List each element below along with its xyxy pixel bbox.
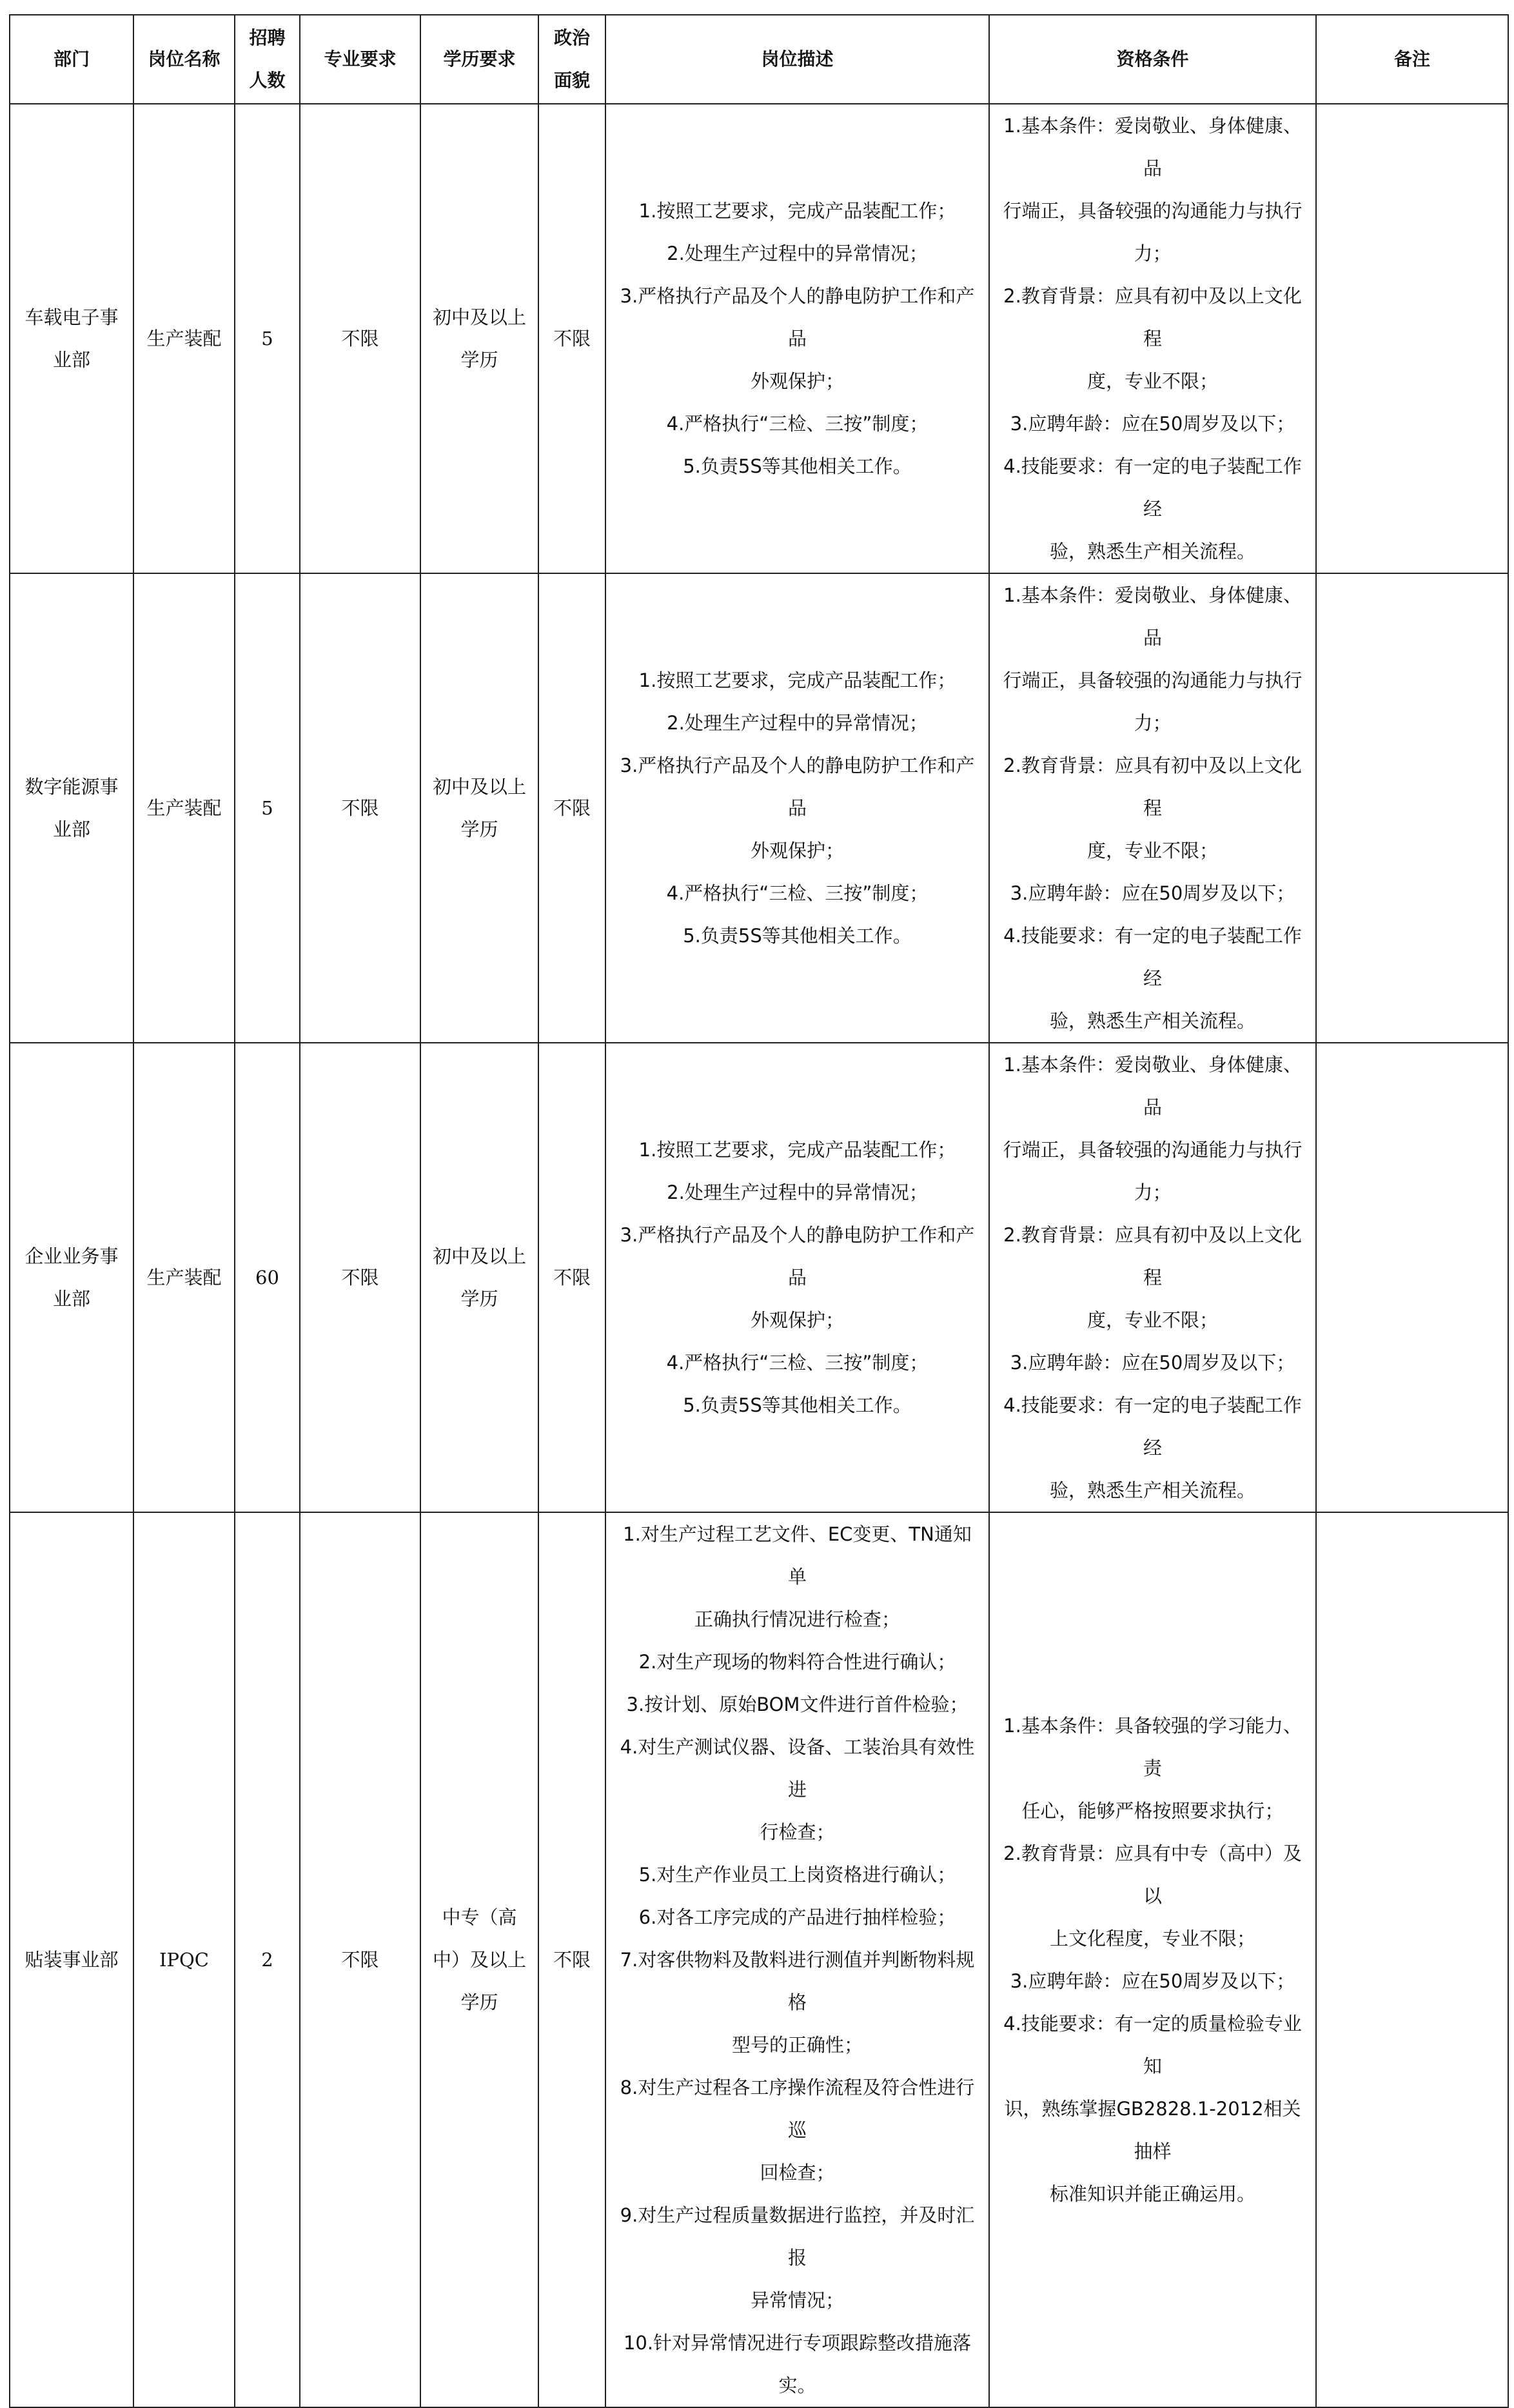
politics-cell: 不限 xyxy=(538,104,605,573)
count-cell: 5 xyxy=(235,104,300,573)
description-cell-line: 4.严格执行“三检、三按”制度； xyxy=(666,413,929,435)
education-cell-line: 学历 xyxy=(460,818,498,840)
qualification-cell-line: 4.技能要求：有一定的质量检验专业知 xyxy=(1003,2013,1302,2077)
description-cell-line: 回检查； xyxy=(760,2162,835,2184)
description-cell-line: 1.按照工艺要求，完成产品装配工作； xyxy=(638,669,956,691)
position-cell: IPQC xyxy=(133,1512,235,2407)
description-cell-line: 5.负责5S等其他相关工作。 xyxy=(683,925,912,947)
header-count-line1: 招聘 xyxy=(249,27,286,48)
qualification-cell-line: 1.基本条件：爱岗敬业、身体健康、品 xyxy=(1003,115,1302,179)
dept-cell-line: 车载电子事 xyxy=(25,306,119,328)
politics-cell: 不限 xyxy=(538,1043,605,1512)
qualification-cell-line: 力； xyxy=(1134,1181,1172,1203)
description-cell-line: 外观保护； xyxy=(750,840,844,862)
education-cell xyxy=(420,104,538,573)
qualification-cell-line: 验，熟悉生产相关流程。 xyxy=(1049,1479,1255,1501)
count-cell: 60 xyxy=(235,1043,300,1512)
description-cell-line: 2.处理生产过程中的异常情况； xyxy=(667,242,928,264)
description-cell xyxy=(605,573,989,1043)
qualification-cell-line: 行端正，具备较强的沟通能力与执行 xyxy=(1003,200,1303,222)
description-cell-line: 5.负责5S等其他相关工作。 xyxy=(683,455,912,477)
description-cell-line: 7.对客供物料及散料进行测值并判断物料规格 xyxy=(620,1949,975,2013)
qualification-cell-line: 力； xyxy=(1134,242,1172,264)
education-cell-line: 初中及以上 xyxy=(432,306,526,328)
description-cell xyxy=(605,1512,989,2407)
education-cell-line: 学历 xyxy=(460,1991,498,2013)
qualification-cell-line: 力； xyxy=(1134,712,1172,734)
count-cell: 5 xyxy=(235,573,300,1043)
qualification-cell-line: 验，熟悉生产相关流程。 xyxy=(1049,1010,1255,1032)
position-cell: 生产装配 xyxy=(133,573,235,1043)
table-row xyxy=(10,1512,1508,2407)
description-cell-line: 5.对生产作业员工上岗资格进行确认； xyxy=(638,1864,956,1886)
education-cell-line: 初中及以上 xyxy=(432,1245,526,1267)
education-cell xyxy=(420,573,538,1043)
qualification-cell xyxy=(989,104,1316,573)
qualification-cell-line: 3.应聘年龄：应在50周岁及以下； xyxy=(1010,1970,1295,1992)
description-cell-line: 正确执行情况进行检查； xyxy=(694,1608,900,1630)
dept-cell-line: 业部 xyxy=(52,818,90,840)
education-cell-line: 初中及以上 xyxy=(432,776,526,798)
major-cell: 不限 xyxy=(300,1043,420,1512)
major-cell: 不限 xyxy=(300,1512,420,2407)
description-cell-line: 9.对生产过程质量数据进行监控，并及时汇报 xyxy=(620,2204,975,2269)
qualification-cell-line: 3.应聘年龄：应在50周岁及以下； xyxy=(1010,413,1295,435)
description-cell-line: 2.处理生产过程中的异常情况； xyxy=(667,712,928,734)
qualification-cell-line: 度，专业不限； xyxy=(1086,1309,1218,1331)
qualification-cell-line: 2.教育背景：应具有初中及以上文化程 xyxy=(1003,285,1302,350)
dept-cell-line: 业部 xyxy=(52,349,90,371)
qualification-cell-line: 2.教育背景：应具有初中及以上文化程 xyxy=(1003,1224,1302,1288)
qualification-cell-line: 1.基本条件：爱岗敬业、身体健康、品 xyxy=(1003,1054,1302,1118)
header-remarks: 备注 xyxy=(1316,15,1508,104)
description-cell-line: 1.按照工艺要求，完成产品装配工作； xyxy=(638,1139,956,1161)
table-row xyxy=(10,573,1508,1043)
table-row xyxy=(10,1043,1508,1512)
qualification-cell xyxy=(989,1043,1316,1512)
dept-cell xyxy=(10,1512,133,2407)
description-cell-line: 异常情况； xyxy=(750,2289,844,2311)
qualification-cell-line: 1.基本条件：爱岗敬业、身体健康、品 xyxy=(1003,584,1302,649)
politics-cell: 不限 xyxy=(538,573,605,1043)
header-description: 岗位描述 xyxy=(605,15,989,104)
education-cell xyxy=(420,1043,538,1512)
qualification-cell-line: 标准知识并能正确运用。 xyxy=(1049,2183,1255,2205)
remarks-cell xyxy=(1316,1512,1508,2407)
dept-cell xyxy=(10,104,133,573)
major-cell: 不限 xyxy=(300,104,420,573)
header-politics-line1: 政治 xyxy=(553,27,590,48)
remarks-cell xyxy=(1316,573,1508,1043)
table-body xyxy=(10,104,1508,2407)
position-cell: 生产装配 xyxy=(133,1043,235,1512)
major-cell: 不限 xyxy=(300,573,420,1043)
dept-cell xyxy=(10,1043,133,1512)
education-cell xyxy=(420,1512,538,2407)
description-cell-line: 1.对生产过程工艺文件、EC变更、TN通知单 xyxy=(623,1523,972,1588)
header-dept: 部门 xyxy=(10,15,133,104)
qualification-cell xyxy=(989,1512,1316,2407)
qualification-cell xyxy=(989,573,1316,1043)
qualification-cell-line: 3.应聘年龄：应在50周岁及以下； xyxy=(1010,882,1295,904)
politics-cell: 不限 xyxy=(538,1512,605,2407)
qualification-cell-line: 识，熟练掌握GB2828.1-2012相关抽样 xyxy=(1004,2098,1301,2162)
qualification-cell-line: 任心，能够严格按照要求执行； xyxy=(1021,1800,1284,1822)
header-politics xyxy=(538,15,605,104)
remarks-cell xyxy=(1316,1043,1508,1512)
qualification-cell-line: 上文化程度，专业不限； xyxy=(1049,1928,1255,1949)
qualification-cell-line: 1.基本条件：具备较强的学习能力、责 xyxy=(1003,1715,1302,1779)
description-cell-line: 4.对生产测试仪器、设备、工装治具有效性进 xyxy=(620,1736,975,1801)
header-row xyxy=(10,15,1508,104)
position-cell: 生产装配 xyxy=(133,104,235,573)
recruitment-table xyxy=(9,14,1509,2408)
education-cell-line: 学历 xyxy=(460,1288,498,1310)
description-cell-line: 2.处理生产过程中的异常情况； xyxy=(667,1181,928,1203)
dept-cell xyxy=(10,573,133,1043)
description-cell xyxy=(605,104,989,573)
qualification-cell-line: 4.技能要求：有一定的电子装配工作经 xyxy=(1003,455,1302,520)
description-cell-line: 5.负责5S等其他相关工作。 xyxy=(683,1394,912,1416)
qualification-cell-line: 2.教育背景：应具有中专（高中）及以 xyxy=(1003,1842,1302,1907)
description-cell xyxy=(605,1043,989,1512)
education-cell-line: 中专（高 xyxy=(442,1906,517,1928)
qualification-cell-line: 行端正，具备较强的沟通能力与执行 xyxy=(1003,669,1303,691)
qualification-cell-line: 2.教育背景：应具有初中及以上文化程 xyxy=(1003,755,1302,819)
table-row xyxy=(10,104,1508,573)
description-cell-line: 外观保护； xyxy=(750,1309,844,1331)
qualification-cell-line: 4.技能要求：有一定的电子装配工作经 xyxy=(1003,925,1302,989)
header-position: 岗位名称 xyxy=(133,15,235,104)
description-cell-line: 6.对各工序完成的产品进行抽样检验； xyxy=(638,1906,956,1928)
header-politics-line2: 面貌 xyxy=(553,70,590,91)
qualification-cell-line: 3.应聘年龄：应在50周岁及以下； xyxy=(1010,1352,1295,1374)
qualification-cell-line: 4.技能要求：有一定的电子装配工作经 xyxy=(1003,1394,1302,1459)
description-cell-line: 3.严格执行产品及个人的静电防护工作和产品 xyxy=(620,285,975,350)
description-cell-line: 8.对生产过程各工序操作流程及符合性进行巡 xyxy=(620,2077,975,2141)
remarks-cell xyxy=(1316,104,1508,573)
header-education: 学历要求 xyxy=(420,15,538,104)
header-count-line2: 人数 xyxy=(249,70,286,91)
qualification-cell-line: 度，专业不限； xyxy=(1086,840,1218,862)
header-count xyxy=(235,15,300,104)
description-cell-line: 行检查； xyxy=(760,1821,835,1843)
education-cell-line: 中）及以上 xyxy=(432,1949,526,1971)
header-major: 专业要求 xyxy=(300,15,420,104)
header-qualifications: 资格条件 xyxy=(989,15,1316,104)
dept-cell-line: 贴装事业部 xyxy=(25,1949,119,1971)
description-cell-line: 外观保护； xyxy=(750,370,844,392)
description-cell-line: 3.严格执行产品及个人的静电防护工作和产品 xyxy=(620,1224,975,1288)
description-cell-line: 4.严格执行“三检、三按”制度； xyxy=(666,1352,929,1374)
qualification-cell-line: 验，熟悉生产相关流程。 xyxy=(1049,540,1255,562)
qualification-cell-line: 行端正，具备较强的沟通能力与执行 xyxy=(1003,1139,1303,1161)
description-cell-line: 3.严格执行产品及个人的静电防护工作和产品 xyxy=(620,755,975,819)
education-cell-line: 学历 xyxy=(460,349,498,371)
description-cell-line: 3.按计划、原始BOM文件进行首件检验； xyxy=(626,1693,968,1715)
description-cell-line: 4.严格执行“三检、三按”制度； xyxy=(666,882,929,904)
dept-cell-line: 企业业务事 xyxy=(25,1245,119,1267)
description-cell-line: 10.针对异常情况进行专项跟踪整改措施落 xyxy=(623,2332,972,2354)
description-cell-line: 实。 xyxy=(778,2374,816,2396)
qualification-cell-line: 度，专业不限； xyxy=(1086,370,1218,392)
description-cell-line: 1.按照工艺要求，完成产品装配工作； xyxy=(638,200,956,222)
count-cell: 2 xyxy=(235,1512,300,2407)
description-cell-line: 型号的正确性； xyxy=(731,2034,863,2056)
dept-cell-line: 业部 xyxy=(52,1288,90,1310)
dept-cell-line: 数字能源事 xyxy=(25,776,119,798)
description-cell-line: 2.对生产现场的物料符合性进行确认； xyxy=(638,1651,956,1673)
